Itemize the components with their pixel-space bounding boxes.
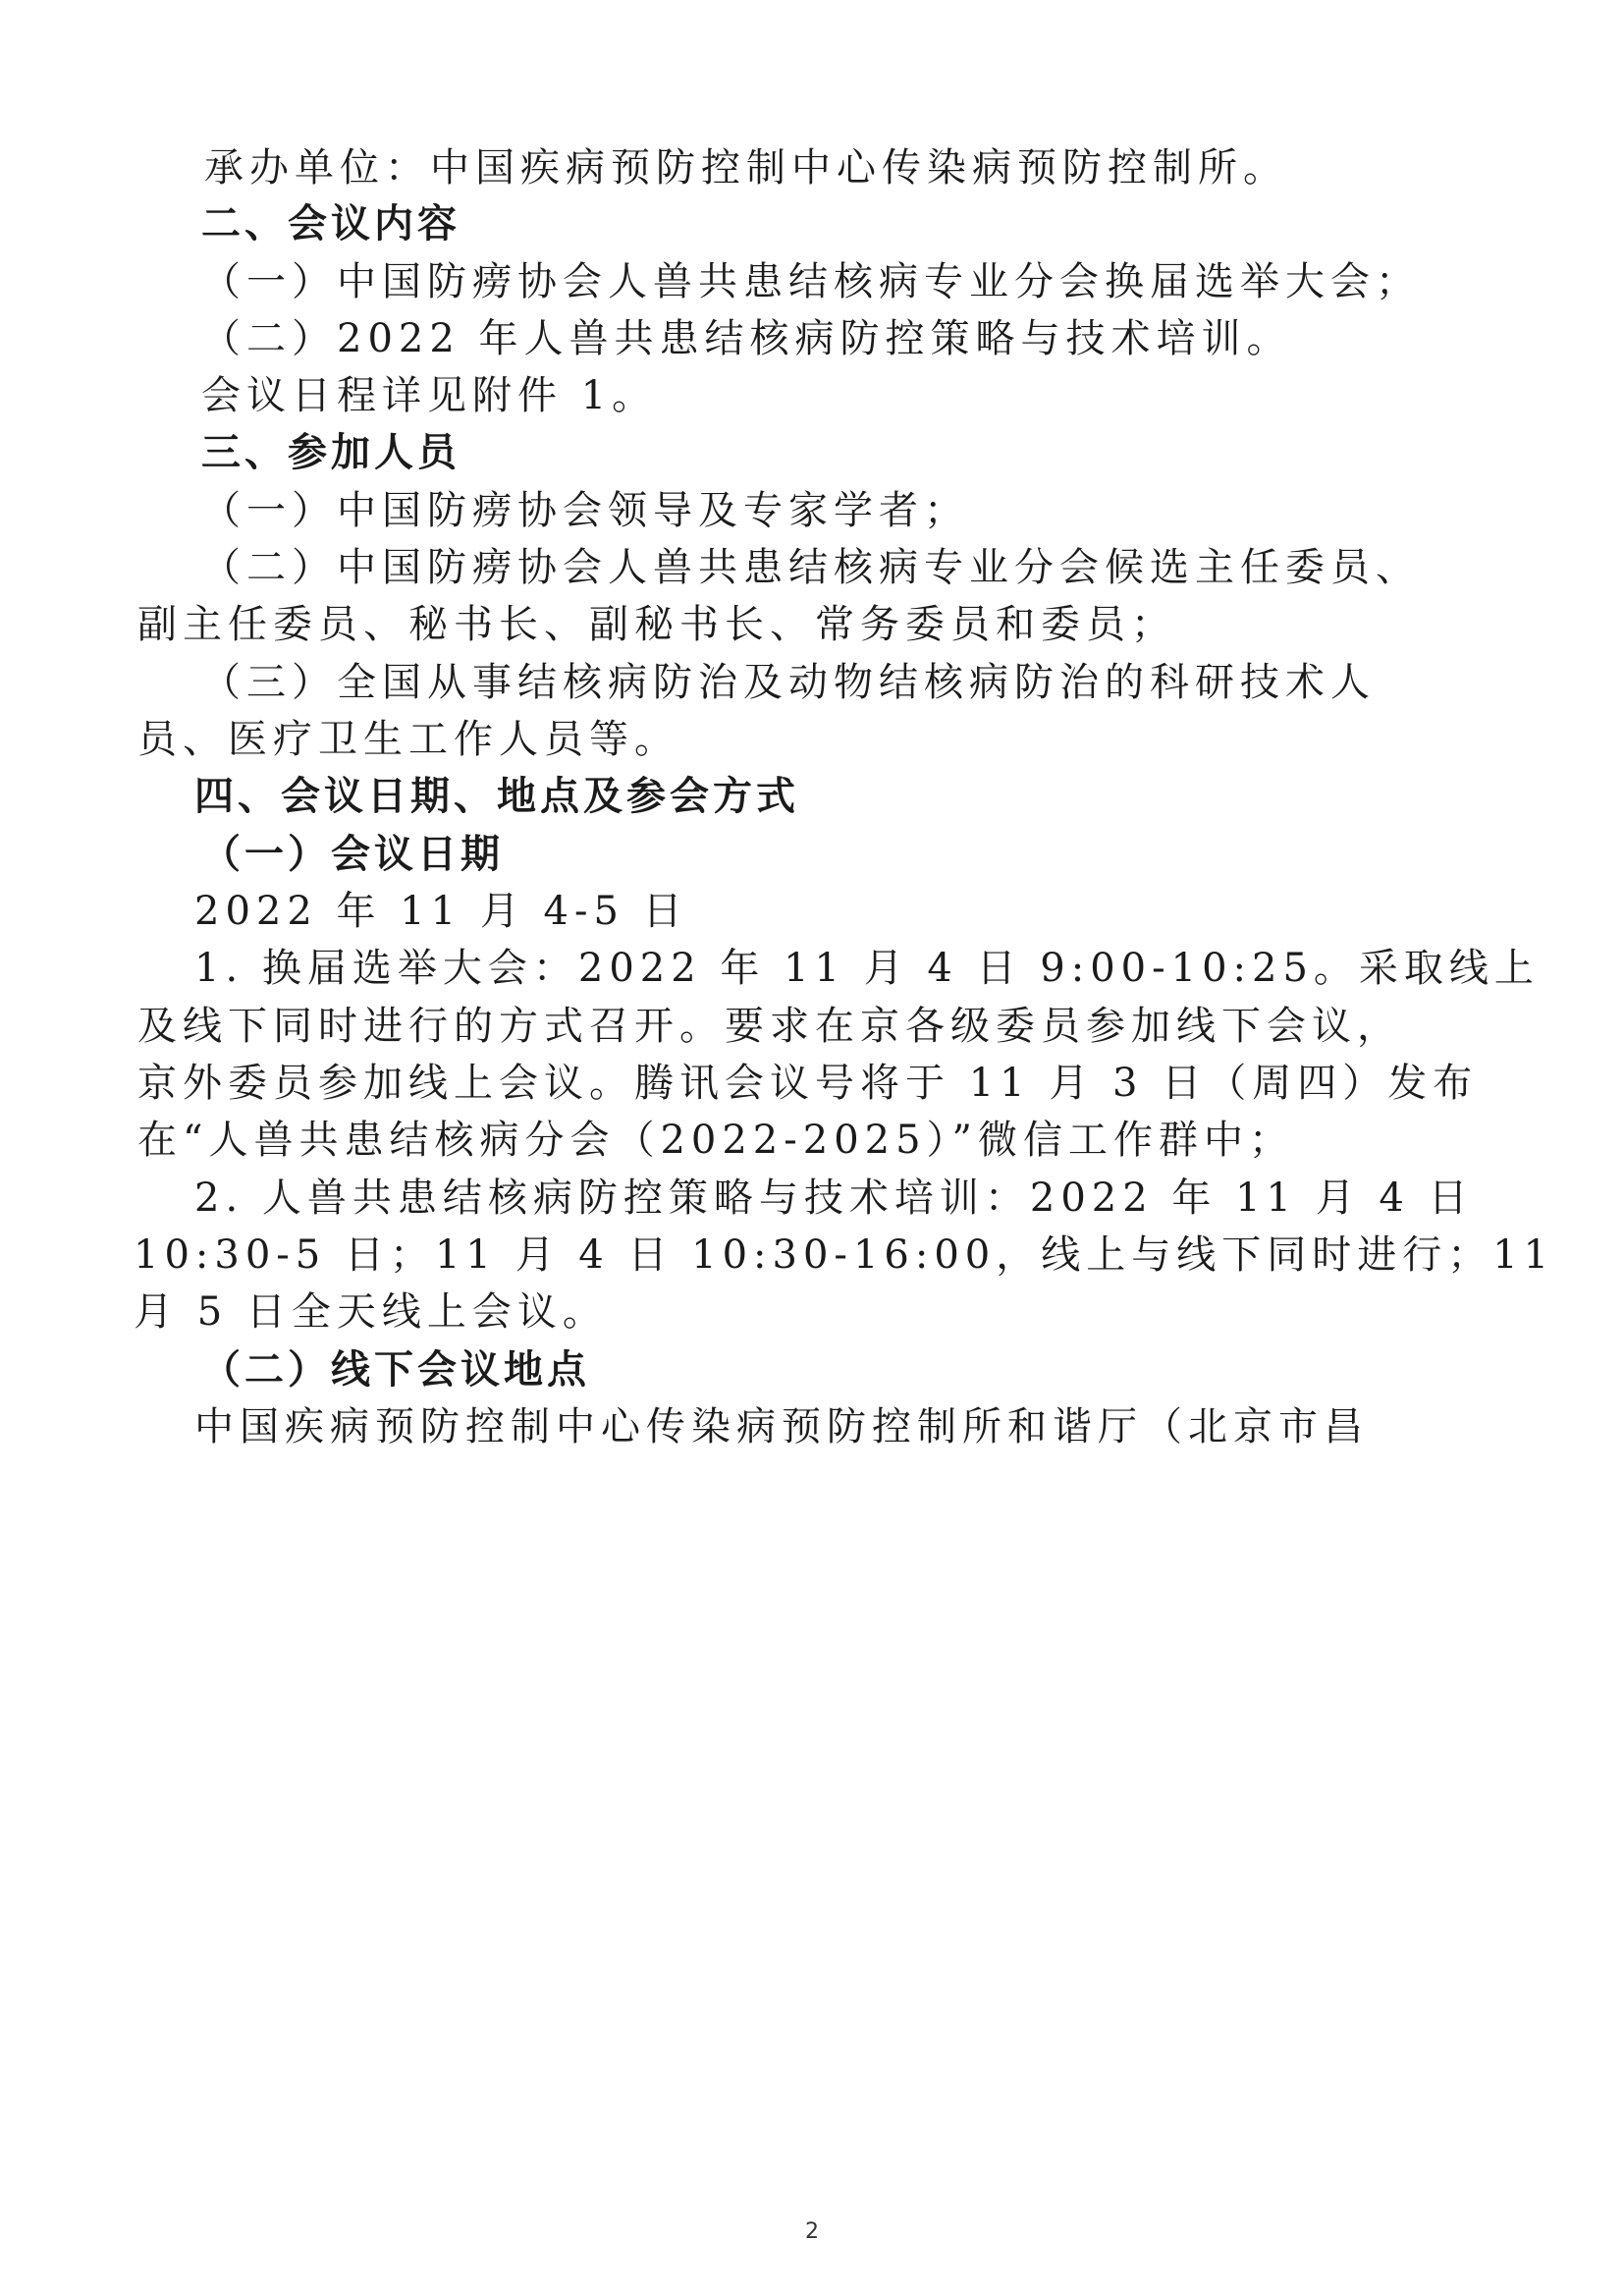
section-heading-participants: 三、参加人员 [201, 430, 460, 475]
organizer-line: 承办单位：中国疾病预防控制中心传染病预防控制所。 [204, 145, 1288, 191]
content-item-2: （二）2022 年人兽共患结核病防控策略与技术培训。 [201, 316, 1292, 361]
participant-item-1: （一）中国防痨协会领导及专家学者； [201, 488, 969, 533]
page-number: 2 [805, 2219, 819, 2244]
schedule-note: 会议日程详见附件 1。 [201, 373, 658, 418]
training-line-2: 10:30-5 日；11 月 4 日 10:30-16:00，线上与线下同时进行；11 [134, 1232, 1555, 1278]
election-meeting-line-2: 及线下同时进行的方式召开。要求在京各级委员参加线下会议， [137, 1004, 1402, 1049]
section-heading-date-location: 四、会议日期、地点及参会方式 [194, 774, 799, 819]
section-heading-meeting-content: 二、会议内容 [201, 201, 460, 246]
election-meeting-line-1: 1. 换届选举大会：2022 年 11 月 4 日 9:00-10:25。采取线上 [194, 946, 1540, 991]
participant-item-3-cont: 员、医疗卫生工作人员等。 [137, 717, 679, 762]
election-meeting-line-4: 在“人兽共患结核病分会（2022-2025）”微信工作群中； [137, 1118, 1295, 1163]
training-line-3: 月 5 日全天线上会议。 [134, 1289, 608, 1335]
training-line-1: 2. 人兽共患结核病防控策略与技术培训：2022 年 11 月 4 日 [194, 1175, 1474, 1221]
participant-item-2-cont: 副主任委员、秘书长、副秘书长、常务委员和委员； [137, 602, 1176, 647]
participant-item-2: （二）中国防痨协会人兽共患结核病专业分会候选主任委员、 [201, 545, 1421, 590]
meeting-date: 2022 年 11 月 4-5 日 [194, 889, 688, 934]
participant-item-3: （三）全国从事结核病防治及动物结核病防治的科研技术人 [201, 660, 1376, 705]
election-meeting-line-3: 京外委员参加线上会议。腾讯会议号将于 11 月 3 日（周四）发布 [137, 1061, 1479, 1106]
subsection-heading-location: （二）线下会议地点 [201, 1346, 590, 1393]
content-item-1: （一）中国防痨协会人兽共患结核病专业分会换届选举大会； [201, 259, 1421, 304]
subsection-heading-date: （一）会议日期 [201, 831, 504, 877]
location-line: 中国疾病预防控制中心传染病预防控制所和谐厅（北京市昌 [194, 1404, 1369, 1449]
